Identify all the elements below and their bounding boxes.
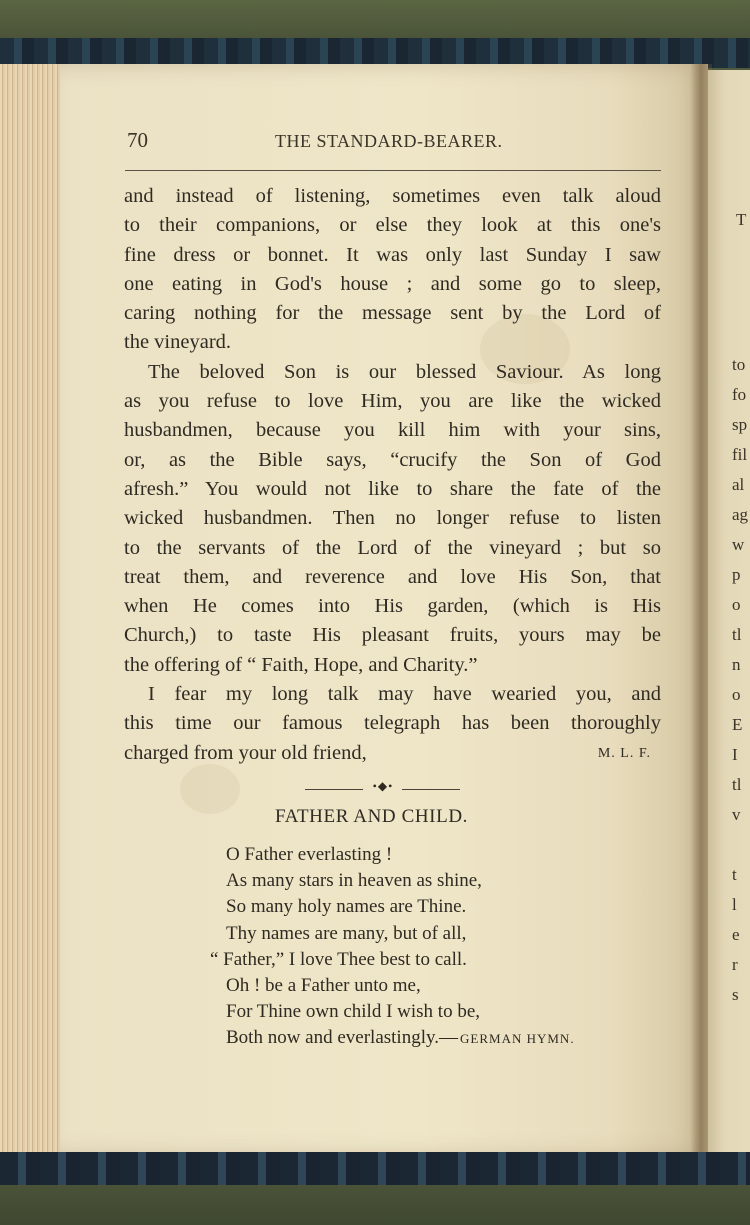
text-line: as you refuse to love Him, you are like the wicked bbox=[124, 390, 661, 413]
header-rule bbox=[125, 170, 661, 171]
poem-line: So many holy names are Thine. bbox=[226, 896, 467, 918]
running-head bbox=[127, 128, 660, 158]
text-line: wicked husbandmen. Then no longer refuse to listen bbox=[124, 507, 661, 530]
text-line: I fear my long talk may have wearied you, and bbox=[148, 683, 661, 706]
text-line: one eating in God's house ; and some go to sleep, bbox=[124, 272, 661, 295]
ornament-dots: •◆• bbox=[372, 779, 394, 793]
facing-page-fragment: r bbox=[732, 955, 738, 974]
text-line: fine dress or bonnet. It was only last Sunday I saw bbox=[124, 243, 661, 266]
facing-page-fragment: s bbox=[732, 985, 739, 1004]
text-line: this time our famous telegraph has been thoroughly bbox=[124, 712, 661, 735]
page-number: 70 bbox=[127, 128, 148, 152]
facing-page-fragment: T bbox=[736, 210, 747, 229]
text-line-with-signature bbox=[124, 739, 661, 768]
facing-page-fragment: I bbox=[732, 745, 738, 764]
background-top bbox=[0, 0, 750, 40]
facing-page-fragment: n bbox=[732, 655, 741, 674]
poem-line: Thy names are many, but of all, bbox=[226, 922, 467, 944]
facing-page-fragment: t bbox=[732, 865, 737, 884]
facing-page-fragment: tl bbox=[732, 775, 742, 794]
prose-body bbox=[124, 182, 661, 768]
facing-page-fragment: E bbox=[732, 715, 743, 734]
facing-page-fragment: l bbox=[732, 895, 737, 914]
facing-page-fragment: fil bbox=[732, 445, 748, 464]
facing-page-fragment: w bbox=[732, 535, 745, 554]
poem-body bbox=[210, 842, 650, 1052]
text-line: charged from your old friend, bbox=[124, 741, 367, 764]
paper-stain bbox=[180, 764, 240, 814]
text-line: The beloved Son is our blessed Saviour. As long bbox=[148, 360, 661, 383]
text-line: afresh.” You would not like to share the fate of the bbox=[124, 477, 661, 500]
poem-line: Oh ! be a Father unto me, bbox=[226, 974, 421, 996]
facing-page-fragment: v bbox=[732, 805, 741, 824]
facing-page-fragment: ag bbox=[732, 505, 749, 524]
facing-page-fragment: tl bbox=[732, 625, 742, 644]
facing-page bbox=[708, 70, 750, 1156]
poem-line: As many stars in heaven as shine, bbox=[226, 870, 482, 892]
text-line: Church,) to taste His pleasant fruits, yours may be bbox=[124, 624, 661, 647]
text-line: the offering of “ Faith, Hope, and Charity.” bbox=[124, 653, 478, 676]
poem-line: “ Father,” I love Thee best to call. bbox=[210, 948, 467, 970]
text-line: and instead of listening, sometimes even talk aloud bbox=[124, 185, 661, 207]
background-bottom bbox=[0, 1185, 750, 1225]
facing-page-fragment: o bbox=[732, 595, 741, 614]
facing-page-fragment: e bbox=[732, 925, 740, 944]
book-cover-bottom bbox=[0, 1152, 750, 1187]
running-title: THE STANDARD-BEARER. bbox=[275, 131, 503, 151]
text-line: treat them, and reverence and love His Son, that bbox=[124, 565, 661, 588]
poem-line: O Father everlasting ! bbox=[226, 844, 393, 865]
ornament-rule-right bbox=[402, 789, 460, 790]
facing-page-fragment: to bbox=[732, 355, 746, 374]
poem-line: Both now and everlastingly.— bbox=[226, 1027, 459, 1049]
text-line: to the servants of the Lord of the vineyard ; but so bbox=[124, 536, 661, 559]
text-line: the vineyard. bbox=[124, 331, 232, 354]
facing-page-fragment: o bbox=[732, 685, 741, 704]
text-line: when He comes into His garden, (which is His bbox=[124, 595, 661, 618]
text-line: or, as the Bible says, “crucify the Son of God bbox=[124, 448, 661, 471]
facing-page-fragment: p bbox=[732, 565, 741, 584]
poem-line-with-attribution bbox=[210, 1025, 650, 1051]
poem-attribution: GERMAN HYMN. bbox=[460, 1031, 575, 1047]
poem-line: For Thine own child I wish to be, bbox=[226, 1001, 481, 1023]
facing-page-fragment: sp bbox=[732, 415, 748, 434]
section-ornament bbox=[305, 779, 460, 797]
facing-page-fragment: fo bbox=[732, 385, 747, 404]
text-line: caring nothing for the message sent by the Lord of bbox=[124, 302, 661, 325]
facing-page-fragment: al bbox=[732, 475, 745, 494]
text-line: to their companions, or else they look at this one's bbox=[124, 214, 661, 237]
signature: M. L. F. bbox=[597, 745, 651, 761]
text-line: husbandmen, because you kill him with your sins, bbox=[124, 419, 661, 442]
ornament-rule-left bbox=[305, 789, 363, 790]
poem-title: FATHER AND CHILD. bbox=[275, 806, 468, 827]
